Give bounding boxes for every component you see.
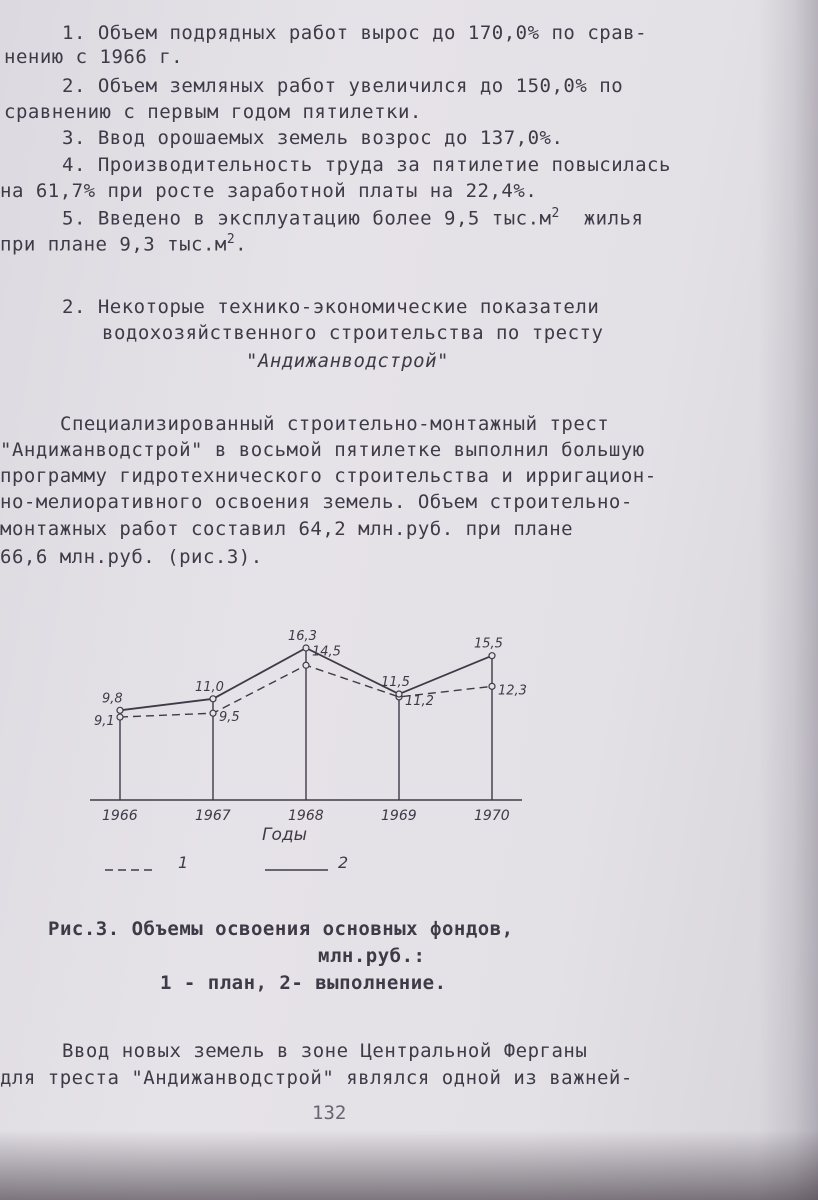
page-number: 132 xyxy=(312,1102,347,1124)
list-item-1-line1: 1. Объем подрядных работ вырос до 170,0% по срав- xyxy=(62,22,648,44)
data-point-2 xyxy=(396,691,402,697)
data-point-2 xyxy=(117,707,123,713)
superscript: 2 xyxy=(551,206,560,221)
section-heading-line1: 2. Некоторые технико-экономические показатели xyxy=(62,296,600,318)
paragraph1-line2: "Андижанводстрой" в восьмой пятилетке выполнил большую xyxy=(0,439,645,461)
list-item-5-line2-text: при плане 9,3 тыс.м xyxy=(0,233,227,256)
list-item-5-tail: жилья xyxy=(583,207,644,230)
list-item-1-line2: нению с 1966 г. xyxy=(4,46,184,68)
line-chart xyxy=(60,600,540,890)
data-label-1: 12,3 xyxy=(498,683,527,699)
data-label-2: 15,5 xyxy=(474,636,503,652)
x-tick-label: 1970 xyxy=(474,808,510,824)
figure-caption-line2: млн.руб.: xyxy=(318,945,426,967)
data-label-2: 11,5 xyxy=(381,675,410,691)
data-point-1 xyxy=(303,662,309,668)
paragraph1-line6: 66,6 млн.руб. (рис.3). xyxy=(0,546,263,568)
x-tick-label: 1968 xyxy=(288,808,324,824)
data-point-2 xyxy=(489,653,495,659)
figure-caption-line1: Рис.3. Объемы освоения основных фондов, xyxy=(48,918,514,940)
list-item-4-line2: на 61,7% при росте заработной платы на 22,4%. xyxy=(0,180,538,202)
list-item-4-line1: 4. Производительность труда за пятилетие повысилась xyxy=(62,154,671,176)
legend-label-1: 1 xyxy=(178,853,189,872)
x-tick-label: 1966 xyxy=(102,808,138,824)
data-label-1: 9,1 xyxy=(94,714,115,730)
paragraph1-line1: Специализированный строительно-монтажный трест xyxy=(60,413,610,435)
superscript: 2 xyxy=(226,232,236,247)
data-label-2: 9,8 xyxy=(102,691,123,707)
data-label-1: 11,2 xyxy=(405,693,434,709)
list-item-5-line2-tail: . xyxy=(235,233,248,256)
paragraph2-line1: Ввод новых земель в зоне Центральной Ферганы xyxy=(62,1040,588,1062)
section-heading-line3: "Андижанводстрой" xyxy=(246,350,449,372)
paragraph1-line5: монтажных работ составил 64,2 млн.руб. при плане xyxy=(0,518,574,540)
list-item-5-line2 xyxy=(0,232,247,255)
page-fold-shadow xyxy=(758,0,818,1200)
data-point-2 xyxy=(210,696,216,702)
data-label-2: 16,3 xyxy=(288,629,317,644)
paragraph1-line4: но-мелиоративного освоения земель. Объем строительно- xyxy=(0,491,633,513)
x-tick-label: 1967 xyxy=(195,808,231,824)
paragraph2-line2: для треста "Андижанводстрой" являлся одной из важней- xyxy=(0,1067,633,1089)
data-point-1 xyxy=(210,710,216,716)
x-axis-label: Годы xyxy=(262,825,308,845)
x-tick-label: 1969 xyxy=(381,808,417,824)
figure-caption-line3: 1 - план, 2- выполнение. xyxy=(160,972,447,994)
list-item-2-line1: 2. Объем земляных работ увеличился до 150,0% по xyxy=(62,75,624,97)
chart-labels xyxy=(94,629,527,872)
data-label-1: 14,5 xyxy=(312,644,341,660)
list-item-5-line1 xyxy=(62,206,643,229)
page-bottom-shadow xyxy=(0,1130,818,1200)
data-point-1 xyxy=(489,683,495,689)
list-item-3: 3. Ввод орошаемых земель возрос до 137,0%. xyxy=(62,127,564,149)
legend-label-2: 2 xyxy=(338,853,349,872)
data-point-1 xyxy=(117,714,123,720)
list-item-5-text: 5. Введено в эксплуатацию более 9,5 тыс.м xyxy=(62,207,552,230)
section-heading-line2: водохозяйственного строительства по тресту xyxy=(102,322,604,344)
list-item-2-line2: сравнению с первым годом пятилетки. xyxy=(4,101,422,123)
data-point-2 xyxy=(303,645,309,651)
paragraph1-line3: программу гидротехнического строительства и ирригацион- xyxy=(0,465,657,487)
data-label-2: 11,0 xyxy=(195,679,224,695)
data-label-1: 9,5 xyxy=(219,710,240,726)
